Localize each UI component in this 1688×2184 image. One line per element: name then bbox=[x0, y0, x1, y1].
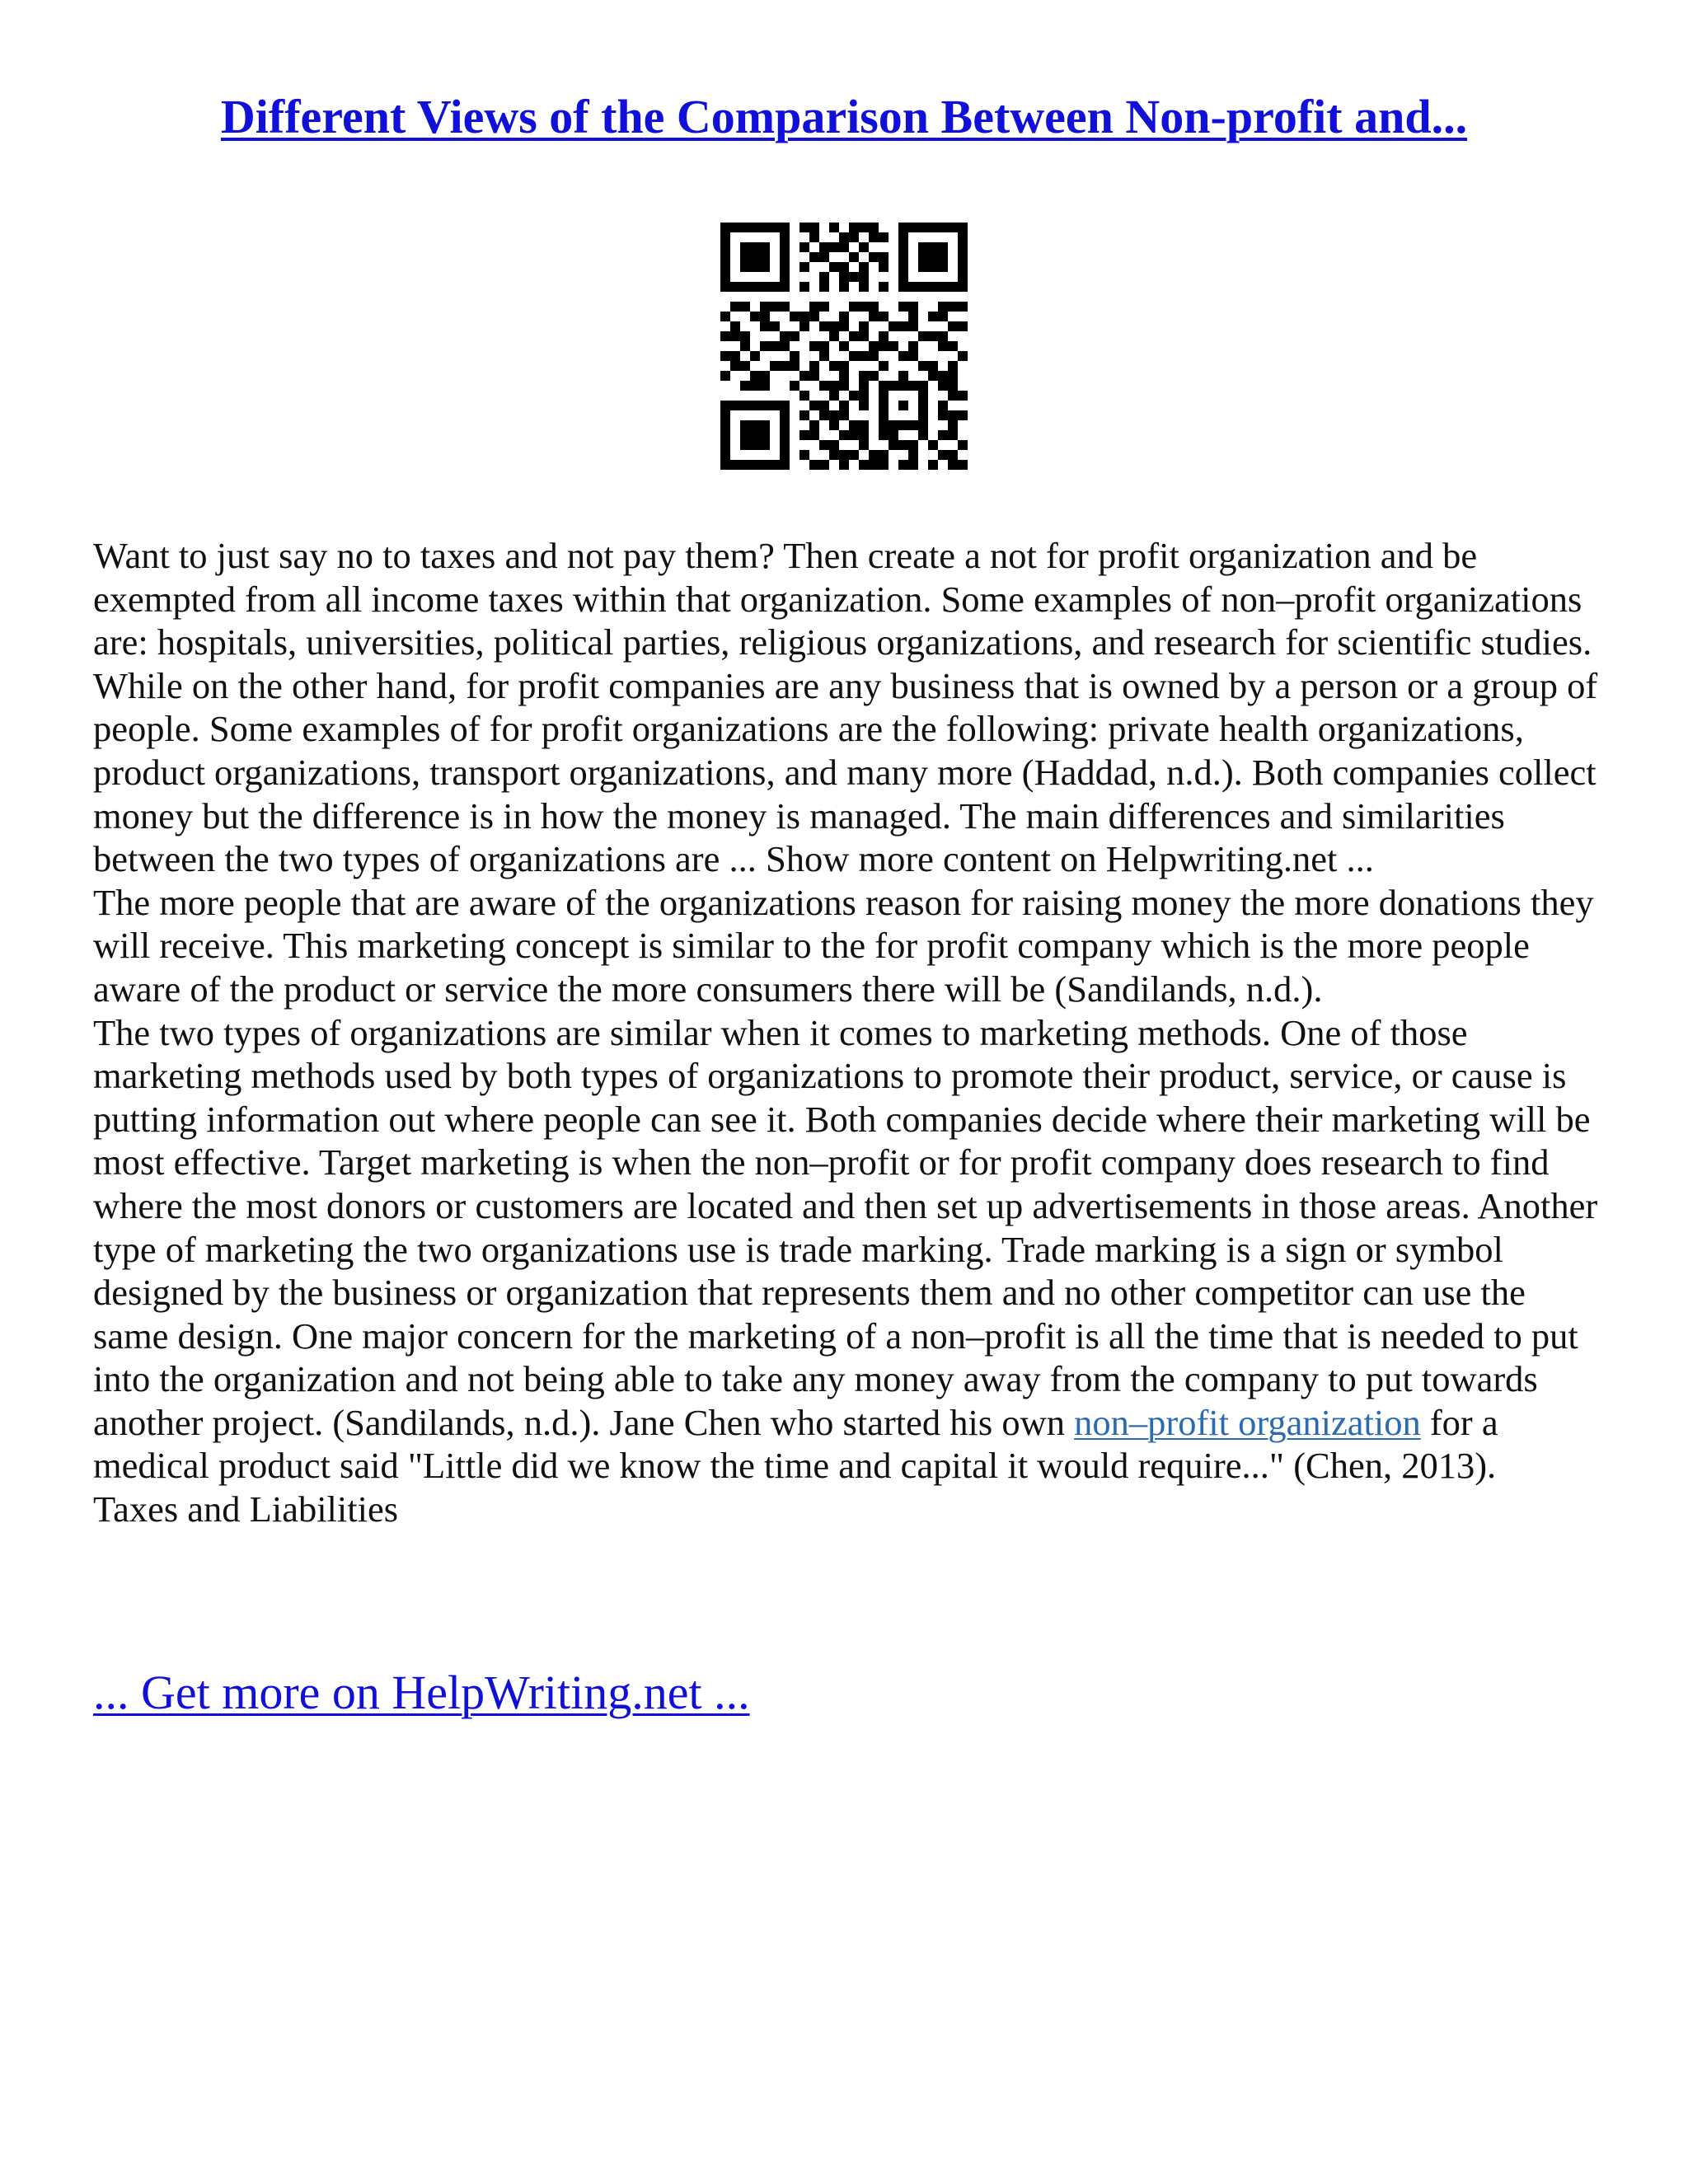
more-link-container bbox=[93, 1665, 750, 1720]
paragraph-marketing-text-end: for a medical product said "Little did we know the time and capital it would require..." (Chen, 2013). bbox=[93, 1401, 1498, 1487]
paragraph-marketing-text: The two types of organizations are similar when it comes to marketing methods. One of those marketing methods used by both types of organizations to promote their product, service, or cause is putting information out where people can see it. Both companies decide where their marketing will be most effective. Target marketing is when the non–profit or for profit company does research to find where the most donors or customers are located and then set up advertisements in those areas. Another type of marketing the two organizations use is trade marking. Trade marking is a sign or symbol designed by the business or organization that represents them and no other competitor can use the same design. One major concern for the marketing of a non–profit is all the time that is needed to put into the organization and not being able to take any money away from the company to put towards another project. (Sandilands, n.d.). Jane Chen who started his own bbox=[93, 1011, 1598, 1443]
non-profit-organization-link[interactable]: non–profit organization bbox=[1074, 1401, 1421, 1443]
title-container bbox=[0, 89, 1688, 144]
article-body bbox=[93, 534, 1601, 1531]
get-more-link[interactable]: ... Get more on HelpWriting.net ... bbox=[93, 1666, 750, 1719]
paragraph-donations: The more people that are aware of the organizations reason for raising money the more donations they will receive. This marketing concept is similar to the for profit company which is the more people aware of the product or service the more consumers there will be (Sandilands, n.d.). bbox=[93, 881, 1594, 1010]
paragraph-intro: Want to just say no to taxes and not pay them? Then create a not for profit organization and be exempted from all income taxes within that organization. Some examples of non–profit organizations are: hospitals, universities, political parties, religious organizations, and research for scientific studies. While on the other hand, for profit companies are any business that is owned by a person or a group of people. Some examples of for profit organizations are the following: private health organizations, product organizations, transport organizations, and many more (Haddad, n.d.). Both companies collect money but the difference is in how the money is managed. The main differences and similarities between the two types of organizations are ... Show more content on Helpwriting.net ... bbox=[93, 535, 1598, 880]
section-heading-taxes: Taxes and Liabilities bbox=[93, 1488, 399, 1530]
page-title-link[interactable]: Different Views of the Comparison Between Non-profit and... bbox=[220, 90, 1468, 143]
qr-code-icon bbox=[720, 223, 968, 470]
paragraph-marketing bbox=[93, 1011, 1601, 1488]
